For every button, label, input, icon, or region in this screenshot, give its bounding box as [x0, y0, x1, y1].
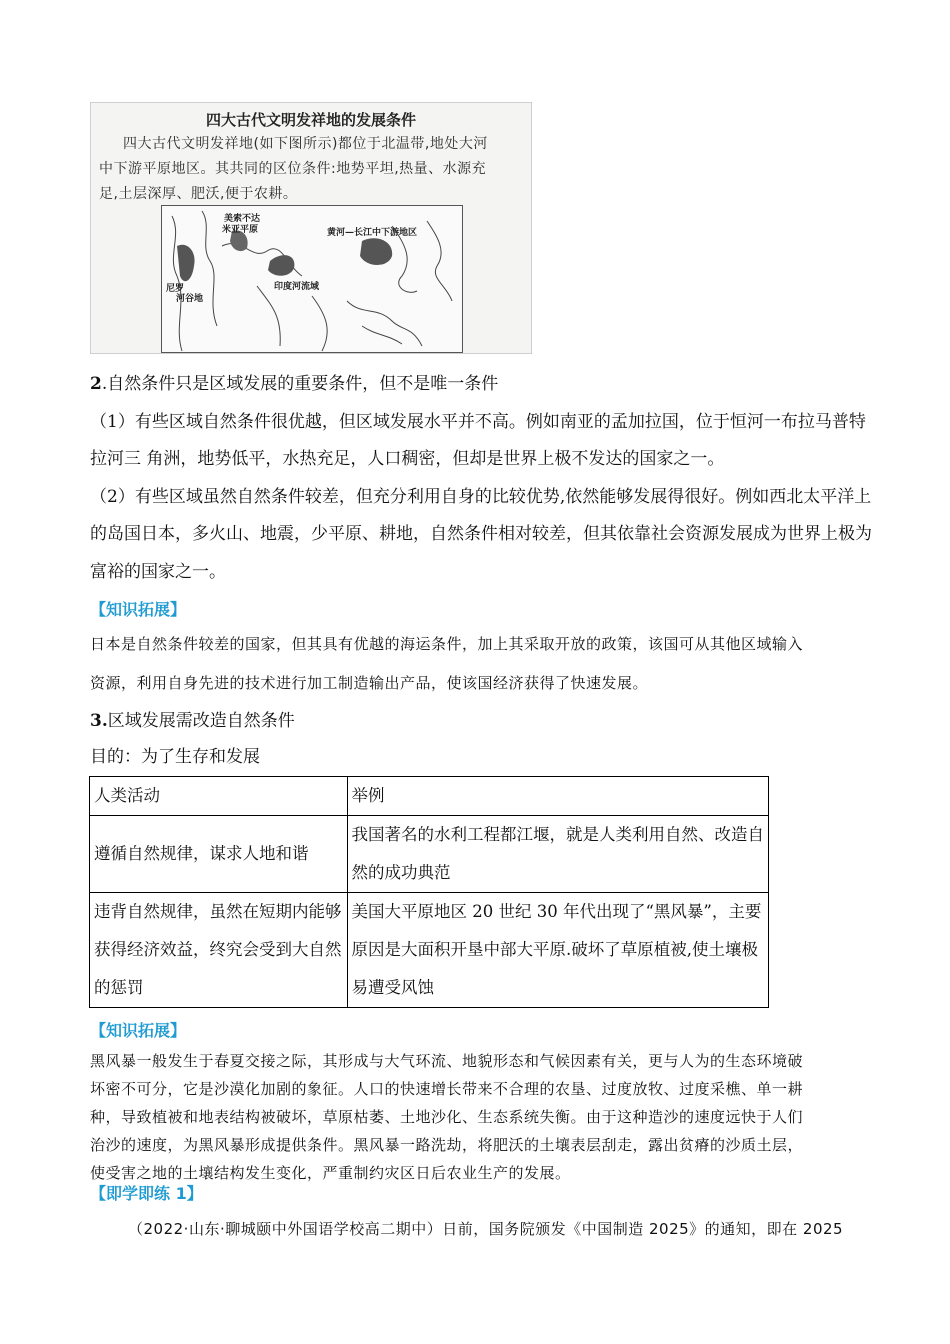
knowledge-extension-tag: 【知识拓展】 [90, 600, 187, 619]
map-label-mesopotamia: 美索不达 [224, 214, 261, 224]
figure-title: 四大古代文明发祥地的发展条件 [205, 111, 416, 129]
activity-cell [90, 893, 348, 1008]
table-header-cell: 人类活动 [90, 777, 348, 816]
indus-region [268, 255, 294, 276]
knowledge-extension-tag: 【知识拓展】 [90, 1021, 187, 1040]
paragraph-line: 的岛国日本，多火山、地震，少平原、耕地，自然条件相对较差，但其依靠社会资源发展成为世界上极为 [90, 524, 872, 544]
map-label-indus: 印度河流域 [274, 282, 320, 292]
extension-line: 治沙的速度，为黑风暴形成提供条件。黑风暴一路洗劫，将肥沃的土壤表层刮走，露出贫瘠的沙质土层， [90, 1136, 804, 1154]
cell-text: 美国大平原地区 20 世纪 30 年代出现了“黑风暴”，主要 [351, 902, 762, 921]
purpose-line: 目的：为了生存和发展 [90, 747, 260, 767]
yellow-river-region [360, 238, 392, 265]
table-row [90, 893, 769, 1008]
section-2-heading [90, 372, 498, 396]
table-row [90, 816, 769, 893]
cell-text: 易遭受风蚀 [351, 978, 434, 997]
table-header-cell: 举例 [347, 777, 769, 816]
activity-cell [90, 816, 348, 893]
cell-text: 然的成功典范 [351, 863, 451, 882]
table-header-row [90, 777, 769, 816]
cell-text: 的惩罚 [94, 978, 144, 997]
extension-line: 黑风暴一般发生于春夏交接之际，其形成与大气环流、地貌形态和气候因素有关，更与人为的生态环境破 [90, 1052, 804, 1070]
paragraph-line: （1）有些区域自然条件很优越，但区域发展水平并不高。例如南亚的孟加拉国，位于恒河一布拉马普特 [90, 412, 866, 432]
heading-text: .自然条件只是区域发展的重要条件，但不是唯一条件 [101, 374, 499, 394]
extension-line: 使受害之地的土壤结构发生变化，严重制约灾区日后农业生产的发展。 [90, 1164, 571, 1182]
cell-text: 违背自然规律，虽然在短期内能够 [94, 902, 342, 921]
figure-text-line: 四大古代文明发祥地(如下图所示)都位于北温带,地处大河 [123, 136, 488, 152]
extension-line: 坏密不可分，它是沙漠化加剧的象征。人口的快速增长带来不合理的农垦、过度放牧、过度采樵、单一耕 [90, 1080, 804, 1098]
cell-text: 原因是大面积开垦中部大平原.破坏了草原植被,使土壤极 [351, 940, 758, 959]
heading-number: 3. [90, 711, 108, 731]
example-cell [347, 893, 769, 1008]
example-cell [347, 816, 769, 893]
civilizations-map [161, 205, 463, 353]
cell-text: 我国著名的水利工程都江堰，就是人类利用自然、改造自 [351, 825, 764, 844]
extension-line: 种，导致植被和地表结构被破坏，草原枯萎、土地沙化、生态系统失衡。由于这种造沙的速度远快于人们 [90, 1108, 804, 1126]
human-activity-table [89, 776, 769, 1008]
paragraph-line: 富裕的国家之一。 [90, 562, 226, 582]
paragraph-line: （2）有些区域虽然自然条件较差，但充分利用自身的比较优势,依然能够发展得很好。例如西北太平洋上 [90, 487, 872, 507]
nile-region [177, 245, 195, 282]
extension-line: 日本是自然条件较差的国家，但其具有优越的海运条件，加上其采取开放的政策，该国可从其他区域输入 [90, 635, 804, 653]
cell-text: 获得经济效益，终究会受到大自然 [94, 940, 342, 959]
figure-text-line: 中下游平原地区。其共同的区位条件:地势平坦,热量、水源充 [99, 161, 487, 177]
map-label-nile: 尼罗 [166, 284, 185, 294]
map-label-yellow-river: 黄河—长江中下游地区 [327, 228, 418, 238]
paragraph-line: 拉河三 角洲，地势低平，水热充足，人口稠密，但却是世界上极不发达的国家之一。 [90, 449, 725, 469]
cell-text: 遵循自然规律，谋求人地和谐 [94, 844, 309, 863]
practice-tag: 【即学即练 1】 [90, 1184, 203, 1203]
heading-number: 2 [90, 374, 102, 394]
section-3-heading [90, 709, 295, 733]
figure-text-line: 足,土层深厚、肥沃,便于农耕。 [99, 186, 298, 202]
practice-question-line: （2022·山东·聊城颐中外国语学校高二期中）日前，国务院颁发《中国制造 2025》的通知，即在 2025 [128, 1220, 844, 1238]
heading-text: 区域发展需改造自然条件 [107, 711, 295, 731]
scanned-figure [90, 102, 532, 354]
map-label-mesopotamia: 米亚平原 [222, 225, 259, 235]
map-label-nile: 河谷地 [176, 294, 204, 304]
extension-line: 资源，利用自身先进的技术进行加工制造输出产品，使该国经济获得了快速发展。 [90, 674, 649, 692]
